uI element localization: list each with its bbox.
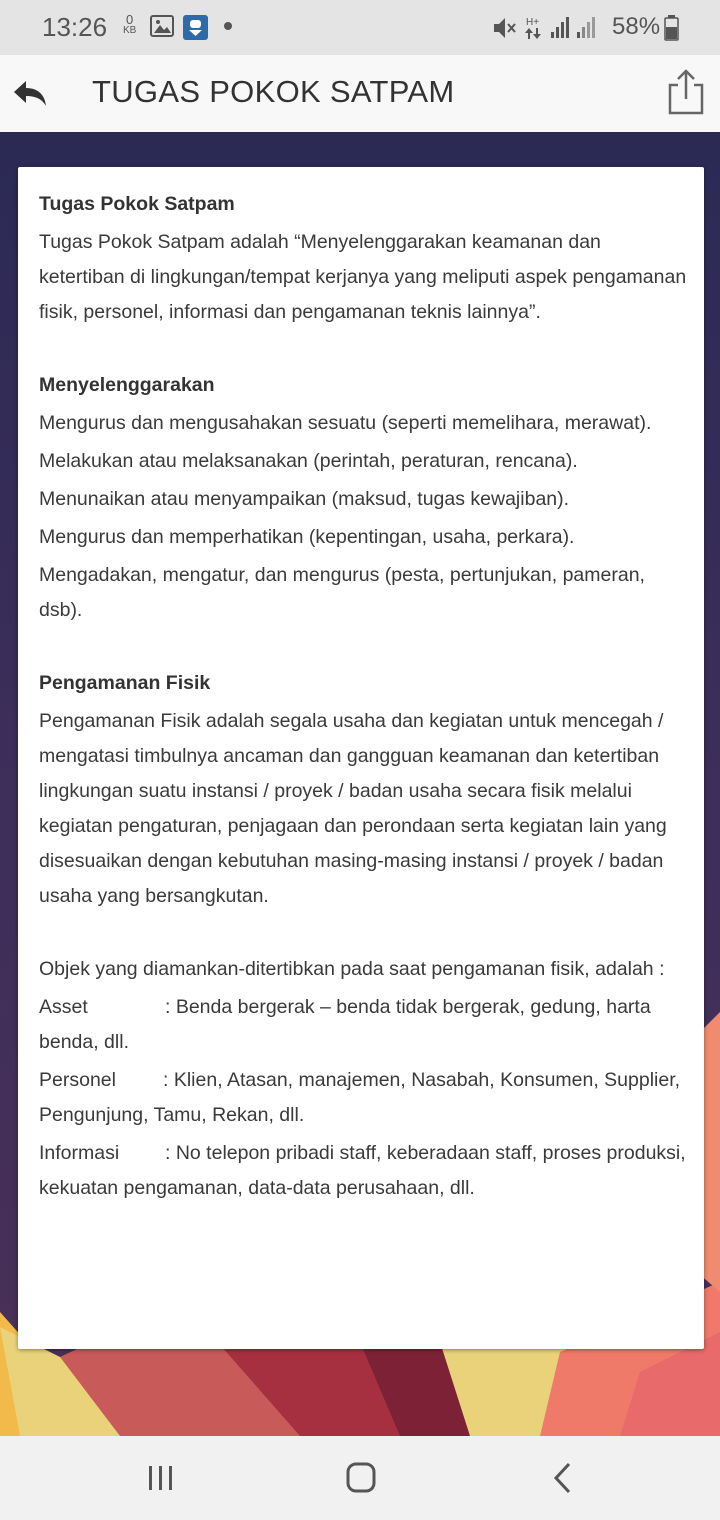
article-card bbox=[18, 167, 704, 1349]
heading-tugas-pokok: Tugas Pokok Satpam bbox=[39, 193, 235, 215]
object-label: Informasi bbox=[39, 1142, 120, 1164]
recent-apps-icon[interactable] bbox=[141, 1460, 181, 1496]
object-value: : No telepon pribadi staff, keberadaan staff, proses produksi, kekuatan pengamanan, data-data perusahaan, dll. bbox=[39, 1142, 686, 1199]
data-rate-unit: KB bbox=[123, 25, 137, 36]
list-item: Mengadakan, mengatur, dan mengurus (pesta, pertunjukan, pameran, dsb). bbox=[39, 564, 645, 621]
object-value: : Benda bergerak – benda tidak bergerak, gedung, harta benda, dll. bbox=[39, 996, 651, 1053]
object-value: : Klien, Atasan, manajemen, Nasabah, Konsumen, Supplier, Pengunjung, Tamu, Rekan, dll. bbox=[39, 1069, 681, 1126]
list-item: Melakukan atau melaksanakan (perintah, peraturan, rencana). bbox=[39, 450, 578, 472]
data-rate-value: 0 bbox=[126, 12, 134, 27]
list-item: Mengurus dan mengusahakan sesuatu (seperti memelihara, merawat). bbox=[39, 412, 652, 434]
article-content bbox=[39, 187, 689, 1206]
heading-menyelenggarakan: Menyelenggarakan bbox=[39, 374, 215, 396]
clock: 13:26 bbox=[42, 12, 108, 42]
heading-pengamanan-fisik: Pengamanan Fisik bbox=[39, 672, 211, 694]
battery-percent: 58% bbox=[612, 13, 661, 40]
signal-icon bbox=[576, 15, 598, 39]
battery-icon bbox=[664, 15, 679, 41]
list-item: Mengurus dan memperhatikan (kepentingan, usaha, perkara). bbox=[39, 526, 575, 548]
back-icon[interactable] bbox=[543, 1460, 583, 1496]
object-label: Personel bbox=[39, 1069, 116, 1091]
data-arrows-icon bbox=[525, 15, 543, 41]
data-rate bbox=[123, 14, 136, 36]
object-label: Asset bbox=[39, 996, 88, 1018]
object-item bbox=[39, 1136, 689, 1206]
paragraph-pengamanan-fisik: Pengamanan Fisik adalah segala usaha dan kegiatan untuk mencegah / mengatasi timbulnya ancaman dan gangguan keamanan dan ketertiban lingkungan suatu instansi / proyek / badan usaha secara fisik melalui kegiatan pengaturan, penjagaan dan perondaan serta kegiatan lain yang disesuaikan dengan kebutuhan masing-masing instansi / proyek / badan usaha yang bersangkutan. bbox=[39, 710, 667, 907]
image-icon bbox=[150, 15, 174, 37]
signal-icon bbox=[550, 15, 572, 39]
paragraph-objek: Objek yang diamankan-ditertibkan pada saat pengamanan fisik, adalah : bbox=[39, 958, 665, 980]
page-title: TUGAS POKOK SATPAM bbox=[92, 74, 455, 109]
svg-text:H+: H+ bbox=[526, 17, 540, 28]
share-icon[interactable] bbox=[664, 67, 708, 117]
download-icon bbox=[183, 15, 208, 40]
app-bar bbox=[0, 55, 720, 133]
home-icon[interactable] bbox=[341, 1460, 381, 1496]
dot-icon bbox=[223, 21, 233, 31]
status-bar bbox=[0, 0, 720, 55]
object-item bbox=[39, 1063, 689, 1133]
list-item: Menunaikan atau menyampaikan (maksud, tugas kewajiban). bbox=[39, 488, 570, 510]
navigation-bar bbox=[0, 1436, 720, 1520]
mute-icon bbox=[491, 15, 517, 41]
back-arrow-icon[interactable] bbox=[10, 73, 54, 113]
object-item bbox=[39, 990, 689, 1060]
paragraph-definition: Tugas Pokok Satpam adalah “Menyelenggarakan keamanan dan ketertiban di lingkungan/tempat kerjanya yang meliputi aspek pengamanan fisik, personel, informasi dan pengamanan teknis lainnya”. bbox=[39, 231, 687, 323]
